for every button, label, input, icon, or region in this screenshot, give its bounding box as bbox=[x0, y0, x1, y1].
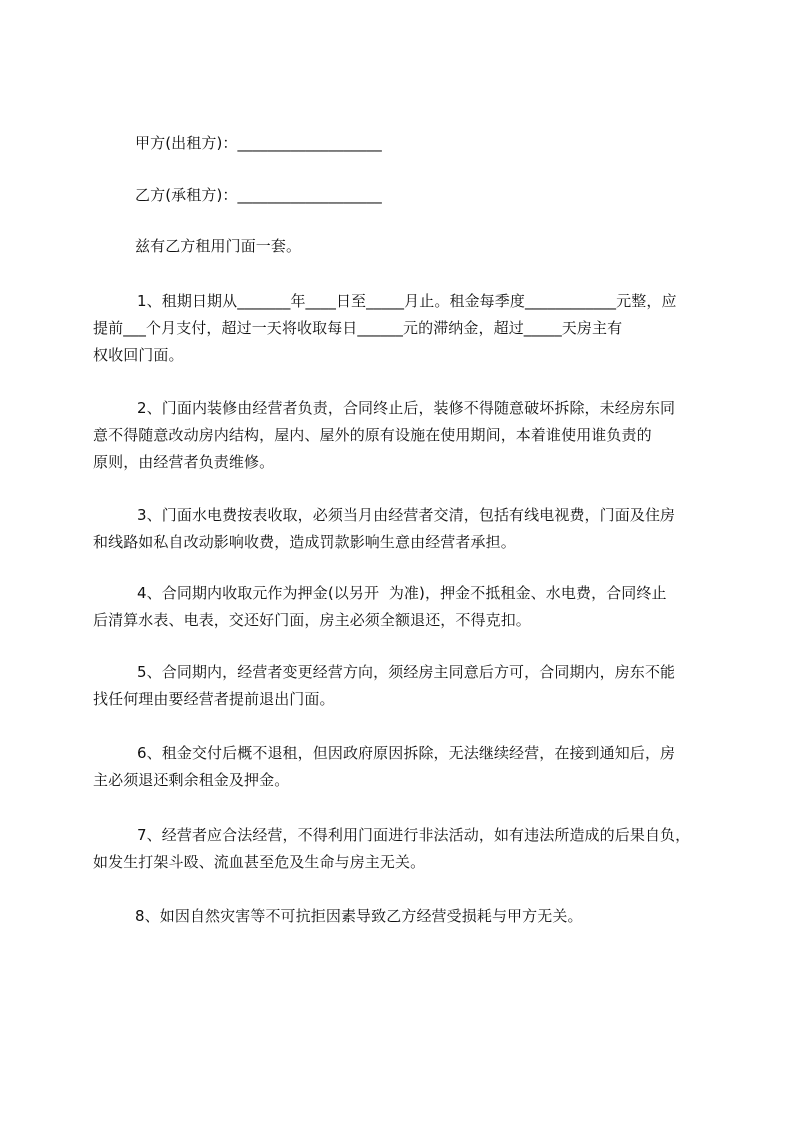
party-a-line: 甲方(出租方)：___________________ bbox=[135, 134, 382, 152]
clause-1-line-3: 权收回门面。 bbox=[93, 346, 184, 364]
clause-2-line-1: 2、门面内装修由经营者负责，合同终止后，装修不得随意破坏拆除，未经房东同 bbox=[137, 399, 676, 417]
clause-2-line-2: 意不得随意改动房内结构，屋内、屋外的原有设施在使用期间，本着谁使用谁负责的 bbox=[93, 426, 652, 444]
clause-8-line-1: 8、如因自然灾害等不可抗拒因素导致乙方经营受损耗与甲方无关。 bbox=[135, 907, 583, 925]
clause-5-line-2: 找任何理由要经营者提前退出门面。 bbox=[93, 690, 335, 708]
clause-4-line-1: 4、合同期内收取元作为押金(以另开 为准)，押金不抵租金、水电费，合同终止 bbox=[137, 584, 667, 602]
clause-1-line-2: 提前___个月支付，超过一天将收取每日______元的滞纳金，超过_____天房主有 bbox=[93, 319, 623, 337]
clause-5-line-1: 5、合同期内，经营者变更经营方向，须经房主同意后方可，合同期内，房东不能 bbox=[137, 663, 676, 681]
clause-2-line-3: 原则，由经营者负责维修。 bbox=[93, 453, 275, 471]
clause-6-line-1: 6、租金交付后概不退租，但因政府原因拆除，无法继续经营，在接到通知后，房 bbox=[137, 744, 676, 762]
clause-3-line-2: 和线路如私自改动影响收费，造成罚款影响生意由经营者承担。 bbox=[93, 533, 516, 551]
clause-3-line-1: 3、门面水电费按表收取，必须当月由经营者交清，包括有线电视费，门面及住房 bbox=[137, 506, 676, 524]
clause-1-line-1: 1、租期日期从_______年____日至_____月止。租金每季度____________元整，应 bbox=[137, 292, 677, 310]
clause-4-line-2: 后清算水表、电表，交还好门面，房主必须全额退还，不得克扣。 bbox=[93, 611, 531, 629]
intro-line: 兹有乙方租用门面一套。 bbox=[135, 237, 302, 255]
clause-6-line-2: 主必须退还剩余租金及押金。 bbox=[93, 771, 290, 789]
clause-7-line-2: 如发生打架斗殴、流血甚至危及生命与房主无关。 bbox=[93, 853, 426, 871]
party-b-line: 乙方(承租方)：___________________ bbox=[135, 186, 382, 204]
clause-7-line-1: 7、经营者应合法经营，不得利用门面进行非法活动，如有违法所造成的后果自负， bbox=[137, 826, 691, 844]
